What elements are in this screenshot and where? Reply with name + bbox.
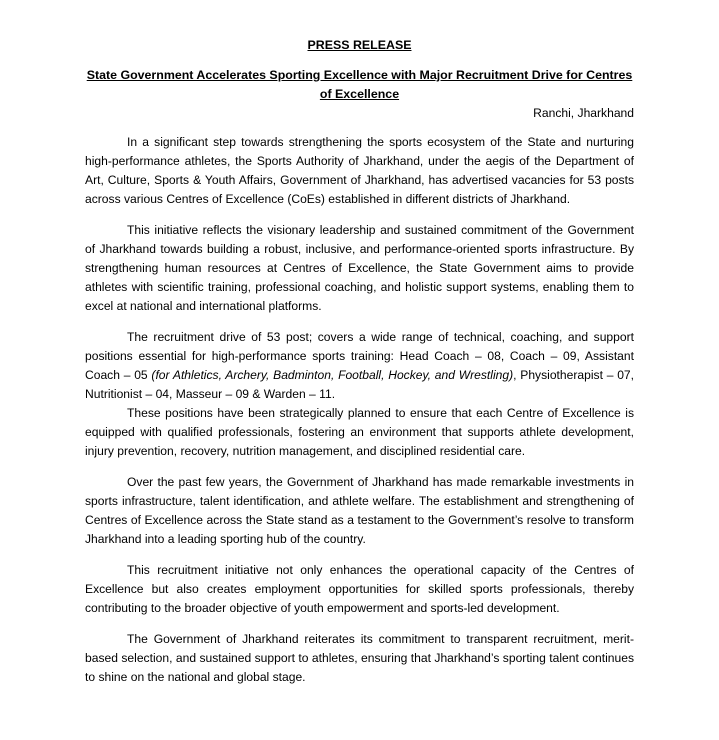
paragraph-3-text-a: The recruitment drive of 53 post; covers a wide range of technical, coaching, and support positions essential for high-performance sports training: Head Coach – 08, Coach – 09, Assistant Coach – 05: [85, 330, 634, 382]
dateline-location: Ranchi, Jharkhand: [533, 106, 634, 120]
paragraph-4: These positions have been strategically planned to ensure that each Centre of Excellence is equipped with qualified professionals, fostering an environment that supports athlete development, injury prevention, recovery, nutrition management, and disciplined residential care.: [85, 406, 634, 458]
headline-line-2: of Excellence: [319, 87, 400, 101]
paragraph-2: This initiative reflects the visionary leadership and sustained commitment of the Government of Jharkhand towards building a robust, inclusive, and performance-oriented sports infrastructure. By strengthening human resources at Centres of Excellence, the State Government aims to provide athletes with scientific training, professional coaching, and holistic support systems, enabling them to excel at national and international platforms.: [85, 223, 634, 313]
press-release-page: [85, 36, 634, 699]
paragraph-5: Over the past few years, the Government of Jharkhand has made remarkable investments in sports infrastructure, talent identification, and athlete welfare. The establishment and strengthening of Centres of Excellence across the State stand as a testament to the Government’s resolve to transform Jharkhand into a leading sporting hub of the country.: [85, 475, 634, 546]
paragraph-6: This recruitment initiative not only enhances the operational capacity of the Centres of Excellence but also creates employment opportunities for skilled sports professionals, thereby contributing to the broader objective of youth empowerment and sports-led development.: [85, 563, 634, 615]
paragraph-3-italic: (for Athletics, Archery, Badminton, Football, Hockey, and Wrestling): [151, 368, 514, 382]
paragraph-3-text-b: , Physiotherapist – 07, Nutritionist – 04, Masseur – 09 & Warden – 11.: [85, 368, 634, 401]
paragraph-1: In a significant step towards strengthening the sports ecosystem of the State and nurturing high-performance athletes, the Sports Authority of Jharkhand, under the aegis of the Department of Art, Culture, Sports & Youth Affairs, Government of Jharkhand, has advertised vacancies for 53 posts across various Centres of Excellence (CoEs) established in different districts of Jharkhand.: [85, 135, 634, 206]
headline: [85, 66, 634, 104]
headline-line-1: State Government Accelerates Sporting Excellence with Major Recruitment Drive for Centres: [86, 68, 633, 82]
document-label: PRESS RELEASE: [307, 38, 412, 52]
paragraph-7: The Government of Jharkhand reiterates its commitment to transparent recruitment, merit-based selection, and sustained support to athletes, ensuring that Jharkhand’s sporting talent continues to shine on the national and global stage.: [85, 632, 634, 684]
paragraph-3: [85, 328, 634, 404]
